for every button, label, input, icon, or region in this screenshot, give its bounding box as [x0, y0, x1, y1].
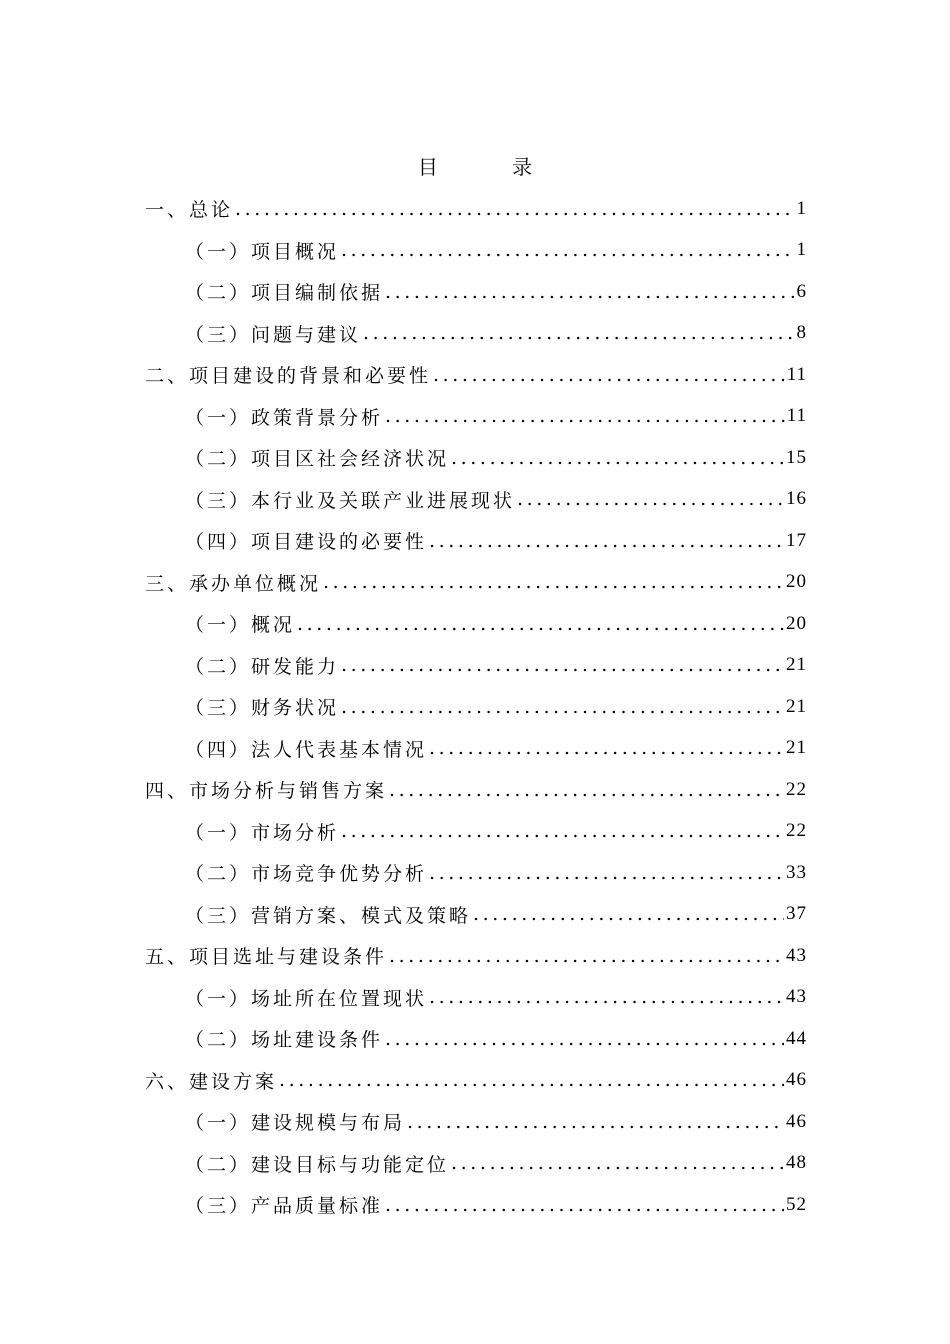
- toc-section-entry[interactable]: [145, 1184, 807, 1226]
- toc-chapter-entry[interactable]: [145, 1060, 807, 1102]
- toc-entry-label: （二）项目编制依据: [185, 282, 384, 305]
- toc-entry-page-number: 16: [786, 488, 807, 510]
- toc-chapter-entry[interactable]: [145, 354, 807, 396]
- toc-dot-leader: [429, 530, 784, 552]
- toc-section-entry[interactable]: [145, 313, 807, 355]
- toc-section-entry[interactable]: [145, 894, 807, 936]
- toc-section-entry[interactable]: [145, 479, 807, 521]
- toc-chapter-entry[interactable]: [145, 769, 807, 811]
- toc-entry-label: （三）产品质量标准: [185, 1195, 384, 1218]
- toc-dot-leader: [323, 571, 784, 593]
- toc-entry-page-number: 46: [786, 1110, 807, 1132]
- toc-entry-label: （一）概况: [185, 614, 296, 637]
- toc-entry-label: （三）本行业及关联产业进展现状: [185, 489, 516, 512]
- toc-entry-page-number: 8: [796, 322, 807, 344]
- toc-entry-page-number: 44: [786, 1027, 807, 1049]
- toc-entry-label: （一）项目概况: [185, 240, 340, 263]
- toc-section-entry[interactable]: [145, 437, 807, 479]
- toc-entry-label: （二）项目区社会经济状况: [185, 448, 450, 471]
- toc-chapter-entry[interactable]: [145, 188, 807, 230]
- toc-entry-label: （三）营销方案、模式及策略: [185, 904, 472, 927]
- toc-chapter-entry[interactable]: [145, 935, 807, 977]
- toc-entry-page-number: 48: [786, 1152, 807, 1174]
- toc-entry-label: （二）研发能力: [185, 655, 340, 678]
- toc-entry-label: 二、项目建设的背景和必要性: [145, 365, 432, 388]
- toc-entry-label: （三）问题与建议: [185, 323, 362, 346]
- toc-entry-page-number: 43: [786, 986, 807, 1008]
- toc-entry-page-number: 20: [786, 571, 807, 593]
- toc-dot-leader: [385, 1028, 784, 1050]
- toc-entry-label: （一）场址所在位置现状: [185, 987, 428, 1010]
- toc-entry-page-number: 1: [796, 239, 807, 261]
- toc-entry-label: 六、建设方案: [145, 1070, 278, 1093]
- toc-entry-page-number: 6: [796, 280, 807, 302]
- toc-dot-leader: [517, 488, 784, 510]
- toc-dot-leader: [389, 779, 784, 801]
- toc-entry-page-number: 43: [786, 944, 807, 966]
- toc-dot-leader: [385, 281, 794, 303]
- toc-list: [145, 188, 807, 1226]
- toc-dot-leader: [429, 986, 784, 1008]
- toc-section-entry[interactable]: [145, 520, 807, 562]
- toc-entry-page-number: 21: [786, 695, 807, 717]
- toc-entry-label: （四）项目建设的必要性: [185, 531, 428, 554]
- toc-dot-leader: [341, 820, 784, 842]
- toc-dot-leader: [297, 613, 784, 635]
- toc-entry-label: 三、承办单位概况: [145, 572, 322, 595]
- toc-section-entry[interactable]: [145, 1143, 807, 1185]
- toc-section-entry[interactable]: [145, 230, 807, 272]
- toc-section-entry[interactable]: [145, 852, 807, 894]
- toc-entry-page-number: 20: [786, 612, 807, 634]
- toc-entry-label: （一）市场分析: [185, 821, 340, 844]
- toc-entry-page-number: 1: [796, 197, 807, 219]
- toc-entry-page-number: 22: [786, 778, 807, 800]
- toc-dot-leader: [389, 945, 784, 967]
- toc-entry-label: 五、项目选址与建设条件: [145, 946, 388, 969]
- toc-dot-leader: [363, 322, 794, 344]
- toc-entry-page-number: 22: [786, 820, 807, 842]
- toc-entry-label: （三）财务状况: [185, 697, 340, 720]
- toc-section-entry[interactable]: [145, 603, 807, 645]
- toc-dot-leader: [235, 198, 794, 220]
- toc-entry-page-number: 17: [786, 529, 807, 551]
- toc-entry-page-number: 46: [786, 1069, 807, 1091]
- toc-section-entry[interactable]: [145, 686, 807, 728]
- toc-entry-page-number: 11: [786, 405, 807, 427]
- toc-dot-leader: [429, 737, 784, 759]
- toc-section-entry[interactable]: [145, 811, 807, 853]
- toc-dot-leader: [451, 1152, 784, 1174]
- toc-section-entry[interactable]: [145, 1018, 807, 1060]
- toc-dot-leader: [407, 1111, 784, 1133]
- toc-title: 目 录: [417, 155, 567, 179]
- toc-entry-page-number: 52: [786, 1193, 807, 1215]
- toc-section-entry[interactable]: [145, 728, 807, 770]
- toc-section-entry[interactable]: [145, 645, 807, 687]
- toc-dot-leader: [429, 862, 784, 884]
- toc-section-entry[interactable]: [145, 271, 807, 313]
- toc-dot-leader: [385, 1194, 784, 1216]
- toc-entry-page-number: 33: [786, 861, 807, 883]
- toc-entry-label: （二）场址建设条件: [185, 1029, 384, 1052]
- toc-entry-label: （四）法人代表基本情况: [185, 738, 428, 761]
- toc-dot-leader: [433, 364, 785, 386]
- toc-dot-leader: [451, 447, 784, 469]
- toc-dot-leader: [279, 1069, 784, 1091]
- toc-section-entry[interactable]: [145, 1101, 807, 1143]
- toc-dot-leader: [341, 239, 794, 261]
- toc-entry-page-number: 37: [786, 903, 807, 925]
- toc-dot-leader: [473, 903, 784, 925]
- toc-dot-leader: [341, 696, 784, 718]
- toc-entry-label: （二）市场竞争优势分析: [185, 863, 428, 886]
- toc-entry-label: 一、总论: [145, 199, 234, 222]
- toc-section-entry[interactable]: [145, 977, 807, 1019]
- toc-chapter-entry[interactable]: [145, 562, 807, 604]
- toc-dot-leader: [385, 405, 785, 427]
- toc-entry-page-number: 15: [786, 446, 807, 468]
- toc-section-entry[interactable]: [145, 396, 807, 438]
- toc-entry-label: （一）政策背景分析: [185, 406, 384, 429]
- toc-dot-leader: [341, 654, 784, 676]
- toc-entry-label: （一）建设规模与布局: [185, 1112, 406, 1135]
- toc-entry-page-number: 21: [786, 654, 807, 676]
- toc-entry-label: （二）建设目标与功能定位: [185, 1153, 450, 1176]
- toc-entry-page-number: 21: [786, 737, 807, 759]
- toc-entry-label: 四、市场分析与销售方案: [145, 780, 388, 803]
- toc-entry-page-number: 11: [786, 363, 807, 385]
